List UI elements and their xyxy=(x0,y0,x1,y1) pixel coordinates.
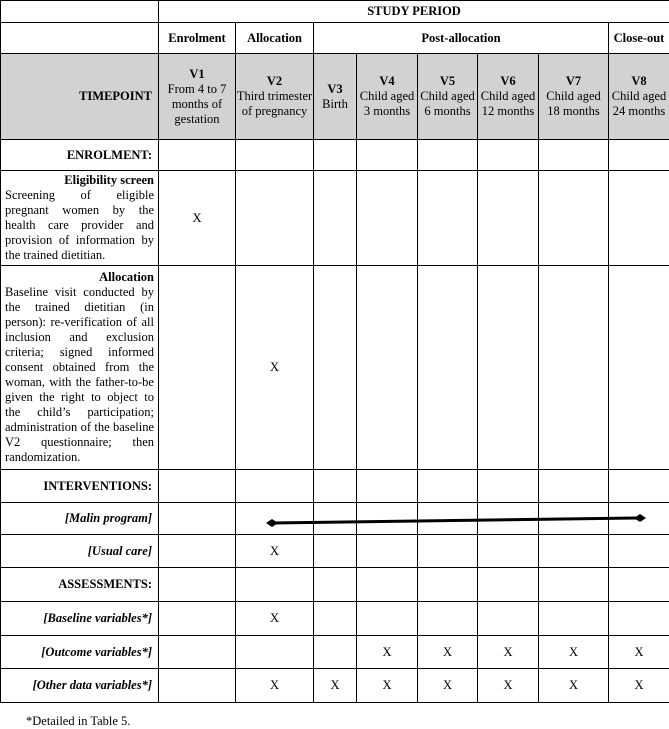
mark-cell xyxy=(314,535,357,568)
schedule-cell xyxy=(314,140,357,171)
eligibility-row xyxy=(1,171,669,266)
schedule-cell xyxy=(236,568,314,602)
allocation-description xyxy=(1,266,159,470)
visit-desc: Child aged 18 months xyxy=(546,89,601,118)
visit-desc: Child aged 12 months xyxy=(480,89,536,118)
schedule-cell xyxy=(539,503,609,535)
usual-care-label: [Usual care] xyxy=(1,535,159,568)
eligibility-description xyxy=(1,171,159,266)
mark-cell xyxy=(539,602,609,636)
schedule-cell xyxy=(418,470,478,503)
mark-cell xyxy=(357,602,418,636)
visit-desc: Child aged 3 months xyxy=(359,89,415,118)
schedule-cell xyxy=(539,470,609,503)
schedule-cell xyxy=(418,568,478,602)
mark-cell xyxy=(159,602,236,636)
phase-row xyxy=(1,23,669,54)
mark-cell xyxy=(314,602,357,636)
schedule-cell xyxy=(159,470,236,503)
visit-v5 xyxy=(418,54,478,140)
schedule-cell xyxy=(236,470,314,503)
schedule-cell xyxy=(236,503,314,535)
mark-cell xyxy=(478,171,539,266)
schedule-cell xyxy=(236,140,314,171)
mark-cell: X xyxy=(236,535,314,568)
phase-post-allocation: Post-allocation xyxy=(314,23,609,54)
mark-cell xyxy=(418,266,478,470)
visit-code: V4 xyxy=(379,74,395,88)
visit-desc: Birth xyxy=(322,96,348,111)
visit-code: V6 xyxy=(500,74,516,88)
section-assessments-label: ASSESSMENTS: xyxy=(1,568,159,602)
mark-cell xyxy=(478,535,539,568)
schedule-cell xyxy=(314,503,357,535)
schedule-cell xyxy=(418,503,478,535)
enrolment-section-row xyxy=(1,140,669,171)
timepoint-row xyxy=(1,54,669,140)
schedule-cell xyxy=(159,503,236,535)
phase-close-out: Close-out xyxy=(609,23,669,54)
schedule-cell xyxy=(314,470,357,503)
mark-cell xyxy=(418,535,478,568)
study-period-row xyxy=(1,1,669,23)
visit-v1 xyxy=(159,54,236,140)
visit-desc: From 4 to 7 months of gestation xyxy=(167,81,227,126)
mark-cell xyxy=(539,171,609,266)
mark-cell: X xyxy=(418,669,478,703)
visit-code: V8 xyxy=(631,74,647,88)
mark-cell xyxy=(314,171,357,266)
malin-program-row xyxy=(1,503,669,535)
allocation-title: Allocation xyxy=(99,270,154,284)
mark-cell xyxy=(159,535,236,568)
section-interventions-label: INTERVENTIONS: xyxy=(1,470,159,503)
schedule-cell xyxy=(478,568,539,602)
mark-cell xyxy=(357,171,418,266)
footnote: *Detailed in Table 5. xyxy=(26,714,131,728)
interventions-section-row xyxy=(1,470,669,503)
other-data-variables-label: [Other data variables*] xyxy=(1,669,159,703)
schedule-cell xyxy=(159,568,236,602)
schedule-cell xyxy=(609,568,669,602)
schedule-cell xyxy=(609,470,669,503)
mark-cell: X xyxy=(236,602,314,636)
visit-v2 xyxy=(236,54,314,140)
schedule-cell xyxy=(357,568,418,602)
mark-cell: X xyxy=(539,636,609,669)
mark-cell xyxy=(236,636,314,669)
mark-cell xyxy=(236,171,314,266)
mark-cell: X xyxy=(314,669,357,703)
mark-cell xyxy=(357,535,418,568)
eligibility-text: Screening of eligible pregnant women by the health care provider and provision of information by the trained dietitian. xyxy=(5,188,154,262)
schedule-cell xyxy=(357,503,418,535)
visit-desc: Third trimester of pregnancy xyxy=(236,89,313,118)
visit-v7 xyxy=(539,54,609,140)
mark-cell xyxy=(314,636,357,669)
mark-cell: X xyxy=(539,669,609,703)
mark-cell: X xyxy=(418,636,478,669)
outcome-variables-label: [Outcome variables*] xyxy=(1,636,159,669)
mark-cell xyxy=(539,535,609,568)
phase-enrolment: Enrolment xyxy=(159,23,236,54)
malin-program-label: [Malin program] xyxy=(1,503,159,535)
mark-cell xyxy=(159,669,236,703)
mark-cell xyxy=(609,535,669,568)
schedule-cell xyxy=(539,140,609,171)
mark-cell: X xyxy=(357,636,418,669)
visit-code: V2 xyxy=(266,74,283,88)
mark-cell xyxy=(418,602,478,636)
phase-allocation: Allocation xyxy=(236,23,314,54)
mark-cell xyxy=(357,266,418,470)
mark-cell xyxy=(314,266,357,470)
baseline-variables-label: [Baseline variables*] xyxy=(1,602,159,636)
other-data-variables-row xyxy=(1,669,669,703)
visit-v8 xyxy=(609,54,669,140)
mark-cell xyxy=(478,266,539,470)
mark-cell xyxy=(609,602,669,636)
schedule-cell xyxy=(609,140,669,171)
schedule-cell xyxy=(159,140,236,171)
visit-desc: Child aged 6 months xyxy=(420,89,475,118)
mark-cell xyxy=(418,171,478,266)
eligibility-title: Eligibility screen xyxy=(64,173,154,187)
schedule-cell xyxy=(357,140,418,171)
mark-cell xyxy=(609,171,669,266)
mark-cell xyxy=(478,602,539,636)
mark-cell: X xyxy=(236,669,314,703)
visit-code: V5 xyxy=(439,74,456,88)
visit-desc: Child aged 24 months xyxy=(611,89,667,118)
empty-phase-label-cell xyxy=(1,23,159,54)
allocation-row xyxy=(1,266,669,470)
schedule-cell xyxy=(357,470,418,503)
mark-cell xyxy=(539,266,609,470)
visit-code: V7 xyxy=(565,74,582,88)
mark-cell: X xyxy=(609,669,669,703)
outcome-variables-row xyxy=(1,636,669,669)
allocation-text: Baseline visit conducted by the trained dietitian (in person): re-verification of all inclusion and exclusion criteria; signed informed consent obtained from the woman, with the father-to-be given the right to object to the child’s participation; administration of the baseline V2 questionnaire; then randomization. xyxy=(5,285,154,464)
visit-v3 xyxy=(314,54,357,140)
usual-care-row xyxy=(1,535,669,568)
section-enrolment-label: ENROLMENT: xyxy=(1,140,159,171)
mark-cell: X xyxy=(159,171,236,266)
schedule-cell xyxy=(609,503,669,535)
study-period-header: STUDY PERIOD xyxy=(159,1,669,23)
schedule-cell xyxy=(418,140,478,171)
schedule-cell xyxy=(478,140,539,171)
assessments-section-row xyxy=(1,568,669,602)
schedule-cell xyxy=(539,568,609,602)
visit-code: V3 xyxy=(327,81,343,96)
baseline-variables-row xyxy=(1,602,669,636)
empty-corner-cell xyxy=(1,1,159,23)
mark-cell: X xyxy=(609,636,669,669)
schedule-cell xyxy=(314,568,357,602)
mark-cell xyxy=(159,636,236,669)
visit-v6 xyxy=(478,54,539,140)
schedule-cell xyxy=(478,503,539,535)
mark-cell: X xyxy=(357,669,418,703)
mark-cell: X xyxy=(478,636,539,669)
mark-cell xyxy=(159,266,236,470)
mark-cell xyxy=(609,266,669,470)
schedule-cell xyxy=(478,470,539,503)
mark-cell: X xyxy=(236,266,314,470)
visit-code: V1 xyxy=(189,66,205,81)
visit-v4 xyxy=(357,54,418,140)
mark-cell: X xyxy=(478,669,539,703)
timepoint-label: TIMEPOINT xyxy=(1,54,159,140)
